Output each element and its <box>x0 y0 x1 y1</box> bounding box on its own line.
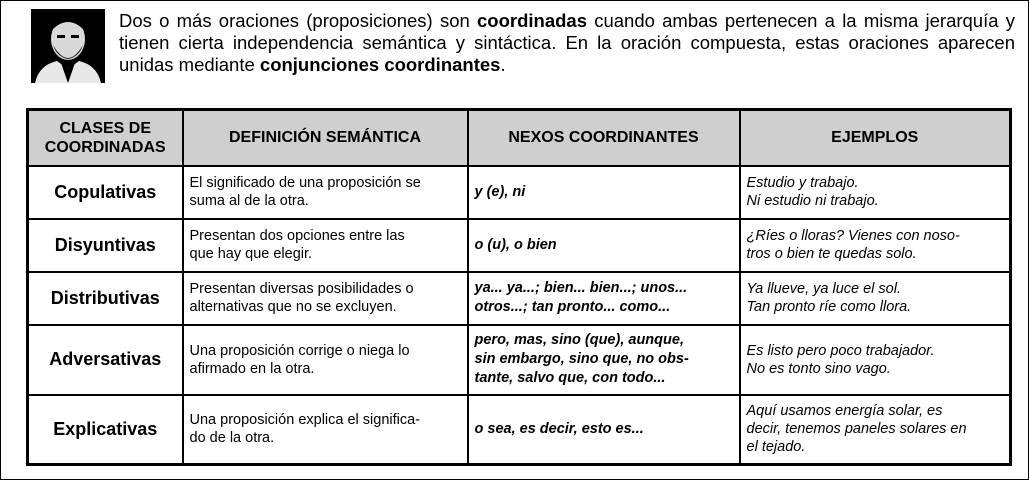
cell-definicion: El significado de una proposición se suma al de la otra. <box>183 166 468 219</box>
cell-clase: Copulativas <box>28 166 183 219</box>
cell-ejemplos: Estudio y trabajo. Ni estudio ni trabajo. <box>740 166 1011 219</box>
table-row <box>28 272 1011 325</box>
cell-ejemplos: Ya llueve, ya luce el sol. Tan pronto ríe como llora. <box>740 272 1011 325</box>
cell-nexos: pero, mas, sino (que), aunque, sin embargo, sino que, no obs- tante, salvo que, con todo... <box>468 325 740 395</box>
cell-nexos: ya... ya...; bien... bien...; unos... otros...; tan pronto... como... <box>468 272 740 325</box>
table-row <box>28 325 1011 395</box>
cell-definicion: Una proposición corrige o niega lo afirmado en la otra. <box>183 325 468 395</box>
header-definicion: DEFINICIÓN SEMÁNTICA <box>183 110 468 166</box>
cell-clase: Distributivas <box>28 272 183 325</box>
intro-paragraph: Dos o más oraciones (proposiciones) son coordinadas cuando ambas pertenecen a la misma jerarquía y tienen cierta independencia semántica y sintáctica. En la oración compuesta, estas oraciones aparecen unidas mediante conjunciones coordinantes. <box>119 10 1015 75</box>
header-clases: CLASES DE COORDINADAS <box>28 110 183 166</box>
table-row <box>28 219 1011 272</box>
cell-ejemplos: Aquí usamos energía solar, es decir, tenemos paneles solares en el tejado. <box>740 395 1011 465</box>
table-row <box>28 166 1011 219</box>
cell-definicion: Presentan diversas posibilidades o alternativas que no se excluyen. <box>183 272 468 325</box>
cell-definicion: Una proposición explica el significa- do de la otra. <box>183 395 468 465</box>
bold-term-conjunciones: conjunciones coordinantes <box>259 54 501 75</box>
cell-ejemplos: Es listo pero poco trabajador. No es tonto sino vago. <box>740 325 1011 395</box>
cell-nexos: o sea, es decir, esto es... <box>468 395 740 465</box>
cell-definicion: Presentan dos opciones entre las que hay que elegir. <box>183 219 468 272</box>
coordinadas-table <box>26 108 1012 466</box>
table-row <box>28 395 1011 465</box>
silhouette-face-icon <box>31 9 105 83</box>
cell-nexos: o (u), o bien <box>468 219 740 272</box>
cell-nexos: y (e), ni <box>468 166 740 219</box>
cell-clase: Adversativas <box>28 325 183 395</box>
cell-ejemplos: ¿Ríes o lloras? Vienes con noso- tros o bien te quedas solo. <box>740 219 1011 272</box>
bold-term-coordinadas: coordinadas <box>477 10 587 31</box>
cell-clase: Disyuntivas <box>28 219 183 272</box>
table-header-row <box>28 110 1011 166</box>
cell-clase: Explicativas <box>28 395 183 465</box>
header-ejemplos: EJEMPLOS <box>740 110 1011 166</box>
header-nexos: NEXOS COORDINANTES <box>468 110 740 166</box>
intro-section <box>31 9 1016 85</box>
